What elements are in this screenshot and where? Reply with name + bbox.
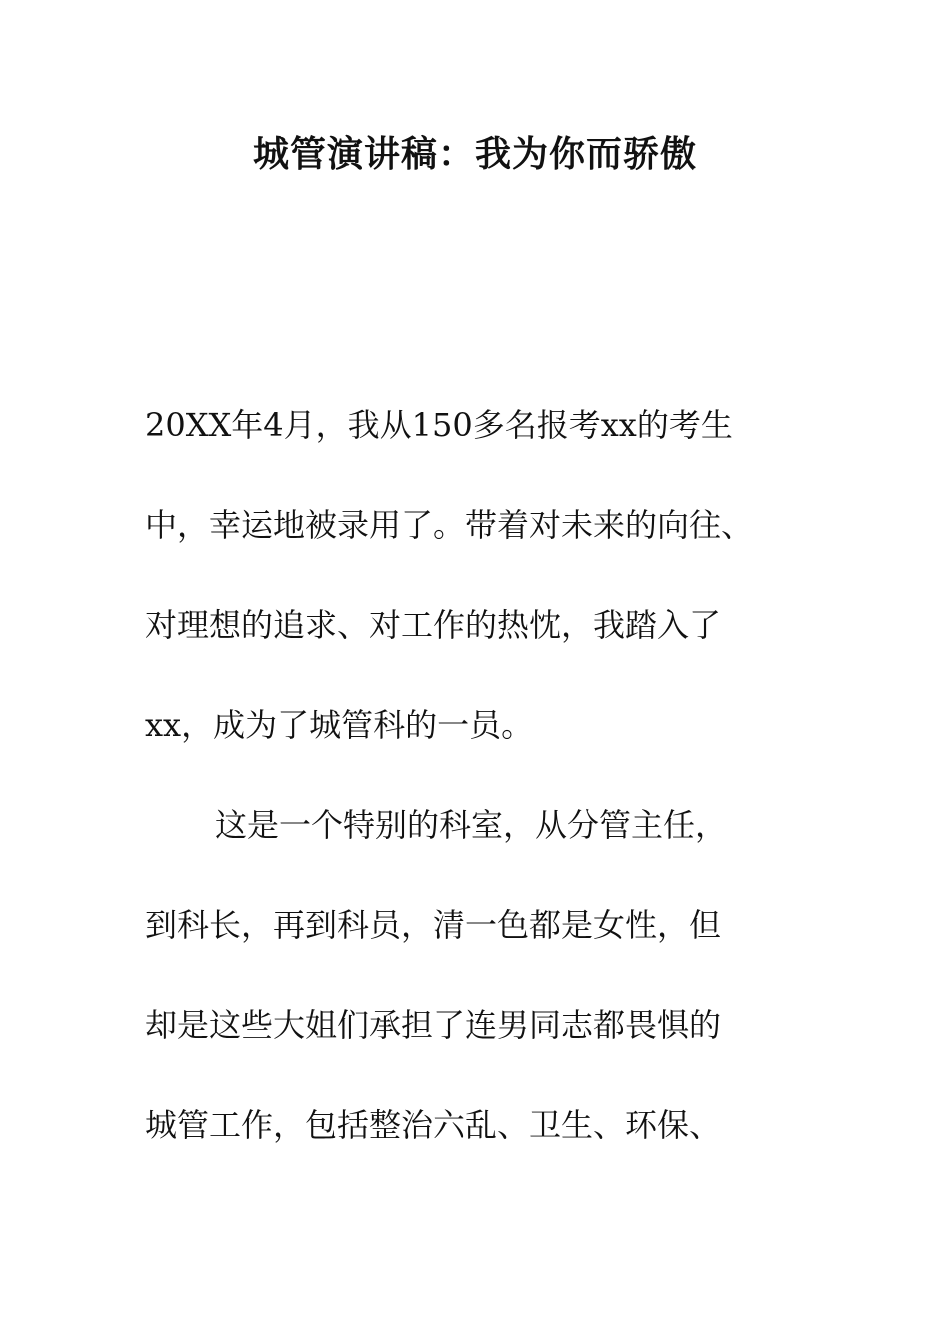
paragraph-line: xx，成为了城管科的一员。 bbox=[145, 706, 534, 744]
paragraph-line: 中，幸运地被录用了。带着对未来的向往、 bbox=[145, 506, 754, 544]
document-title: 城管演讲稿：我为你而骄傲 bbox=[252, 133, 697, 175]
paragraph-line: 却是这些大姐们承担了连男同志都畏惧的 bbox=[145, 1006, 722, 1044]
paragraph-line: 城管工作，包括整治六乱、卫生、环保、 bbox=[145, 1106, 722, 1144]
paragraph-line: 对理想的追求、对工作的热忱，我踏入了 bbox=[145, 606, 722, 644]
paragraph-line: 到科长，再到科员，清一色都是女性，但 bbox=[145, 906, 722, 944]
paragraph-line: 20XX年4月，我从150多名报考xx的考生 bbox=[145, 406, 733, 444]
paragraph-line: 这是一个特别的科室，从分管主任， bbox=[215, 806, 728, 844]
